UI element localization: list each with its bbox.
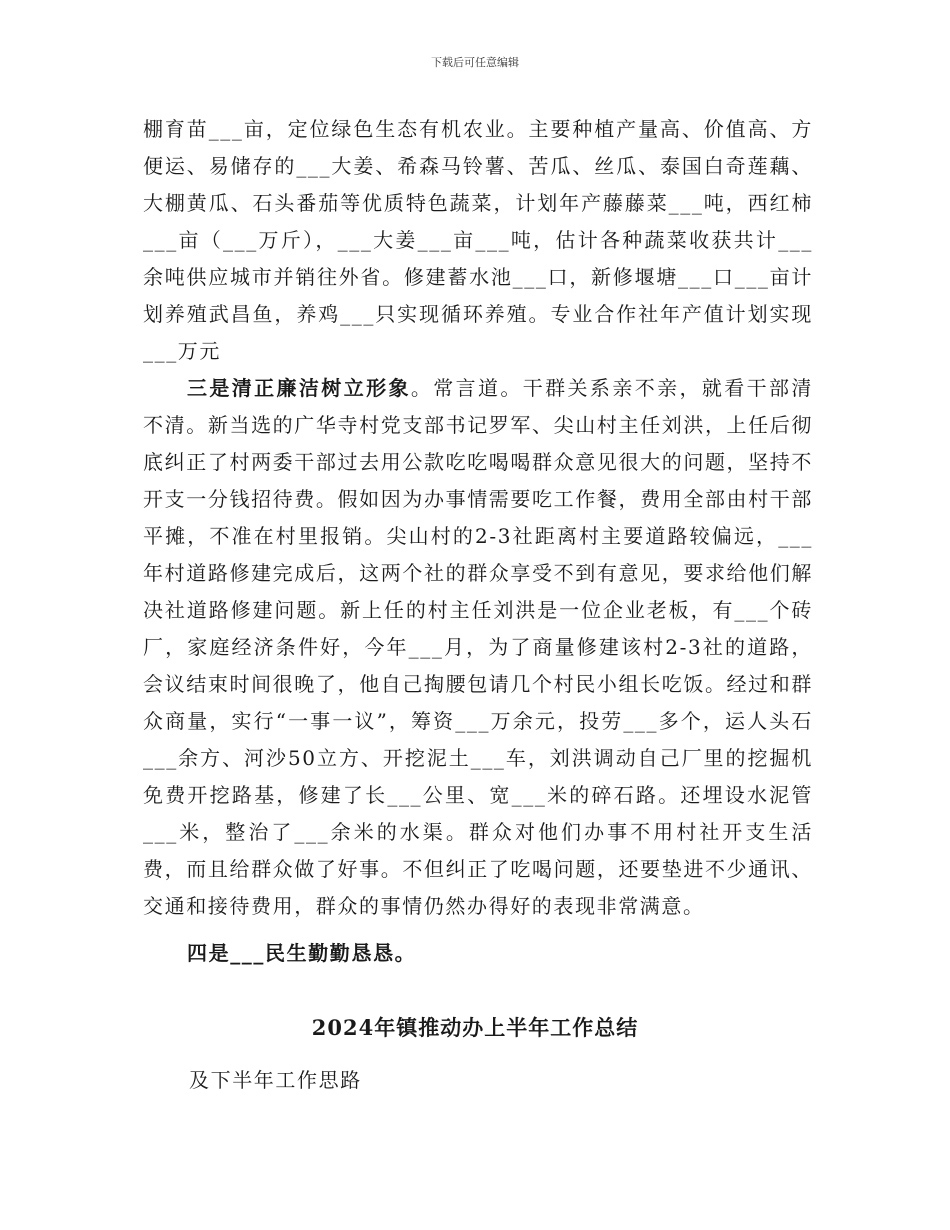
page-header: 下载后可任意编辑 — [431, 56, 519, 69]
section-heading-integrity: 三是清正廉洁树立形象 — [187, 376, 411, 400]
paragraph-agriculture: 棚育苗___亩，定位绿色生态有机农业。主要种植产量高、价值高、方便运、易储存的___大姜、希森马铃薯、苦瓜、丝瓜、泰国白奇莲藕、大棚黄瓜、石头番茄等优质特色蔬菜，计划年产藤藤菜___吨，西红柿___亩（___万斤），___大姜___亩___吨，估计各种蔬菜收获共计___余吨供应城市并销往外省。修建蓄水池___口，新修堰塘___口___亩计划养殖武昌鱼，养鸡___只实现循环养殖。专业合作社年产值计划实现___万元 — [143, 117, 813, 363]
paragraph-integrity-body: 。常言道。干群关系亲不亲，就看干部清不清。新当选的广华寺村党支部书记罗军、尖山村主任刘洪，上任后彻底纠正了村两委干部过去用公款吃吃喝喝群众意见很大的问题，坚持不开支一分钱招待费。假如因为办事情需要吃工作餐，费用全部由村干部平摊，不准在村里报销。尖山村的2-3社距离村主要道路较偏远，___年村道路修建完成后，这两个社的群众享受不到有意见，要求给他们解决社道路修建问题。新上任的村主任刘洪是一位企业老板，有___个砖厂，家庭经济条件好，今年___月，为了商量修建该村2-3社的道路，会议结束时间很晚了，他自己掏腰包请几个村民小组长吃饭。经过和群众商量，实行“一事一议”，筹资___万余元，投劳___多个，运人头石___余方、河沙50立方、开挖泥土___车，刘洪调动自己厂里的挖掘机免费开挖路基，修建了长___公里、宽___米的碎石路。还埋设水泥管___米，整治了___余米的水渠。群众对他们办事不用村社开支生活费，而且给群众做了好事。不但纠正了吃喝问题，还要垫进不少通讯、交通和接待费用，群众的事情仍然办得好的表现非常满意。 — [143, 376, 813, 918]
document-body — [143, 111, 813, 972]
document-title: 2024年镇推动办上半年工作总结 — [311, 1015, 639, 1040]
document-subtitle: 及下半年工作思路 — [189, 1068, 362, 1092]
paragraph-integrity — [143, 370, 813, 925]
section-heading-livelihood: 四是___民生勤勤恳恳。 — [187, 941, 417, 965]
